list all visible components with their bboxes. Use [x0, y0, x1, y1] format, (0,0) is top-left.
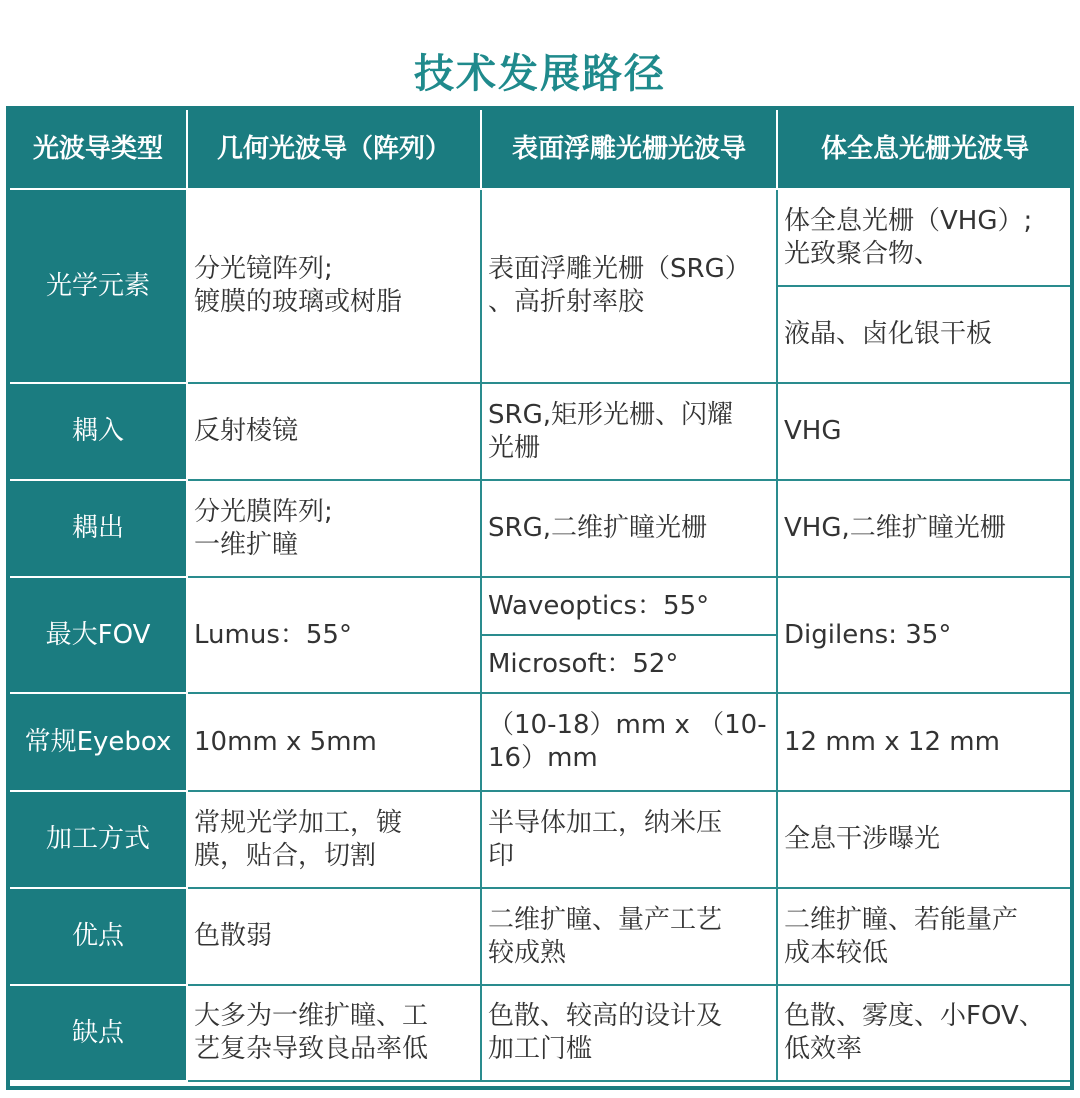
cell-incoupling-srg: SRG,矩形光栅、闪耀 光栅: [481, 383, 777, 480]
table-row: [9, 791, 1073, 888]
row-label-incoupling: 耦入: [9, 383, 187, 480]
cell-eyebox-srg: （10-18）mm x （10- 16）mm: [481, 693, 777, 791]
row-label-optics: 光学元素: [9, 189, 187, 383]
cell-incoupling-geo: 反射棱镜: [187, 383, 481, 480]
cell-optics-geo: 分光镜阵列; 镀膜的玻璃或树脂: [187, 189, 481, 383]
cell-eyebox-geo: 10mm x 5mm: [187, 693, 481, 791]
header-type: 光波导类型: [9, 109, 187, 189]
cell-fov-srg-b: Microsoft：52°: [481, 635, 777, 693]
header-geometric: 几何光波导（阵列）: [187, 109, 481, 189]
row-label-cons: 缺点: [9, 985, 187, 1081]
header-row: [9, 109, 1073, 189]
cell-cons-vhg: 色散、雾度、小FOV、 低效率: [777, 985, 1073, 1081]
cell-fov-geo: Lumus：55°: [187, 577, 481, 693]
header-vhg: 体全息光栅光波导: [777, 109, 1073, 189]
table-row: [9, 985, 1073, 1081]
table-row: [9, 480, 1073, 577]
row-label-pros: 优点: [9, 888, 187, 985]
cell-incoupling-vhg: VHG: [777, 383, 1073, 480]
cell-outcoupling-srg: SRG,二维扩瞳光栅: [481, 480, 777, 577]
table-row: [9, 189, 1073, 286]
cell-process-vhg: 全息干涉曝光: [777, 791, 1073, 888]
cell-outcoupling-vhg: VHG,二维扩瞳光栅: [777, 480, 1073, 577]
waveguide-comparison-table: [8, 108, 1074, 1082]
cell-outcoupling-geo: 分光膜阵列; 一维扩瞳: [187, 480, 481, 577]
row-label-process: 加工方式: [9, 791, 187, 888]
cell-optics-vhg-b: 液晶、卤化银干板: [777, 286, 1073, 383]
cell-pros-srg: 二维扩瞳、量产工艺 较成熟: [481, 888, 777, 985]
cell-fov-srg-a: Waveoptics：55°: [481, 577, 777, 635]
table-row: [9, 577, 1073, 635]
cell-eyebox-vhg: 12 mm x 12 mm: [777, 693, 1073, 791]
page-title: 技术发展路径: [414, 51, 666, 97]
cell-cons-geo: 大多为一维扩瞳、工 艺复杂导致良品率低: [187, 985, 481, 1081]
cell-optics-srg: 表面浮雕光栅（SRG） 、高折射率胶: [481, 189, 777, 383]
cell-optics-vhg-a: 体全息光栅（VHG）; 光致聚合物、: [777, 189, 1073, 286]
row-label-outcoupling: 耦出: [9, 480, 187, 577]
row-label-eyebox: 常规Eyebox: [9, 693, 187, 791]
cell-cons-srg: 色散、较高的设计及 加工门槛: [481, 985, 777, 1081]
cell-pros-geo: 色散弱: [187, 888, 481, 985]
table-row: [9, 888, 1073, 985]
cell-fov-vhg: Digilens: 35°: [777, 577, 1073, 693]
cell-pros-vhg: 二维扩瞳、若能量产 成本较低: [777, 888, 1073, 985]
row-label-fov: 最大FOV: [9, 577, 187, 693]
table-row: [9, 693, 1073, 791]
cell-process-srg: 半导体加工，纳米压 印: [481, 791, 777, 888]
table-row: [9, 383, 1073, 480]
header-srg: 表面浮雕光栅光波导: [481, 109, 777, 189]
cell-process-geo: 常规光学加工，镀 膜，贴合，切割: [187, 791, 481, 888]
